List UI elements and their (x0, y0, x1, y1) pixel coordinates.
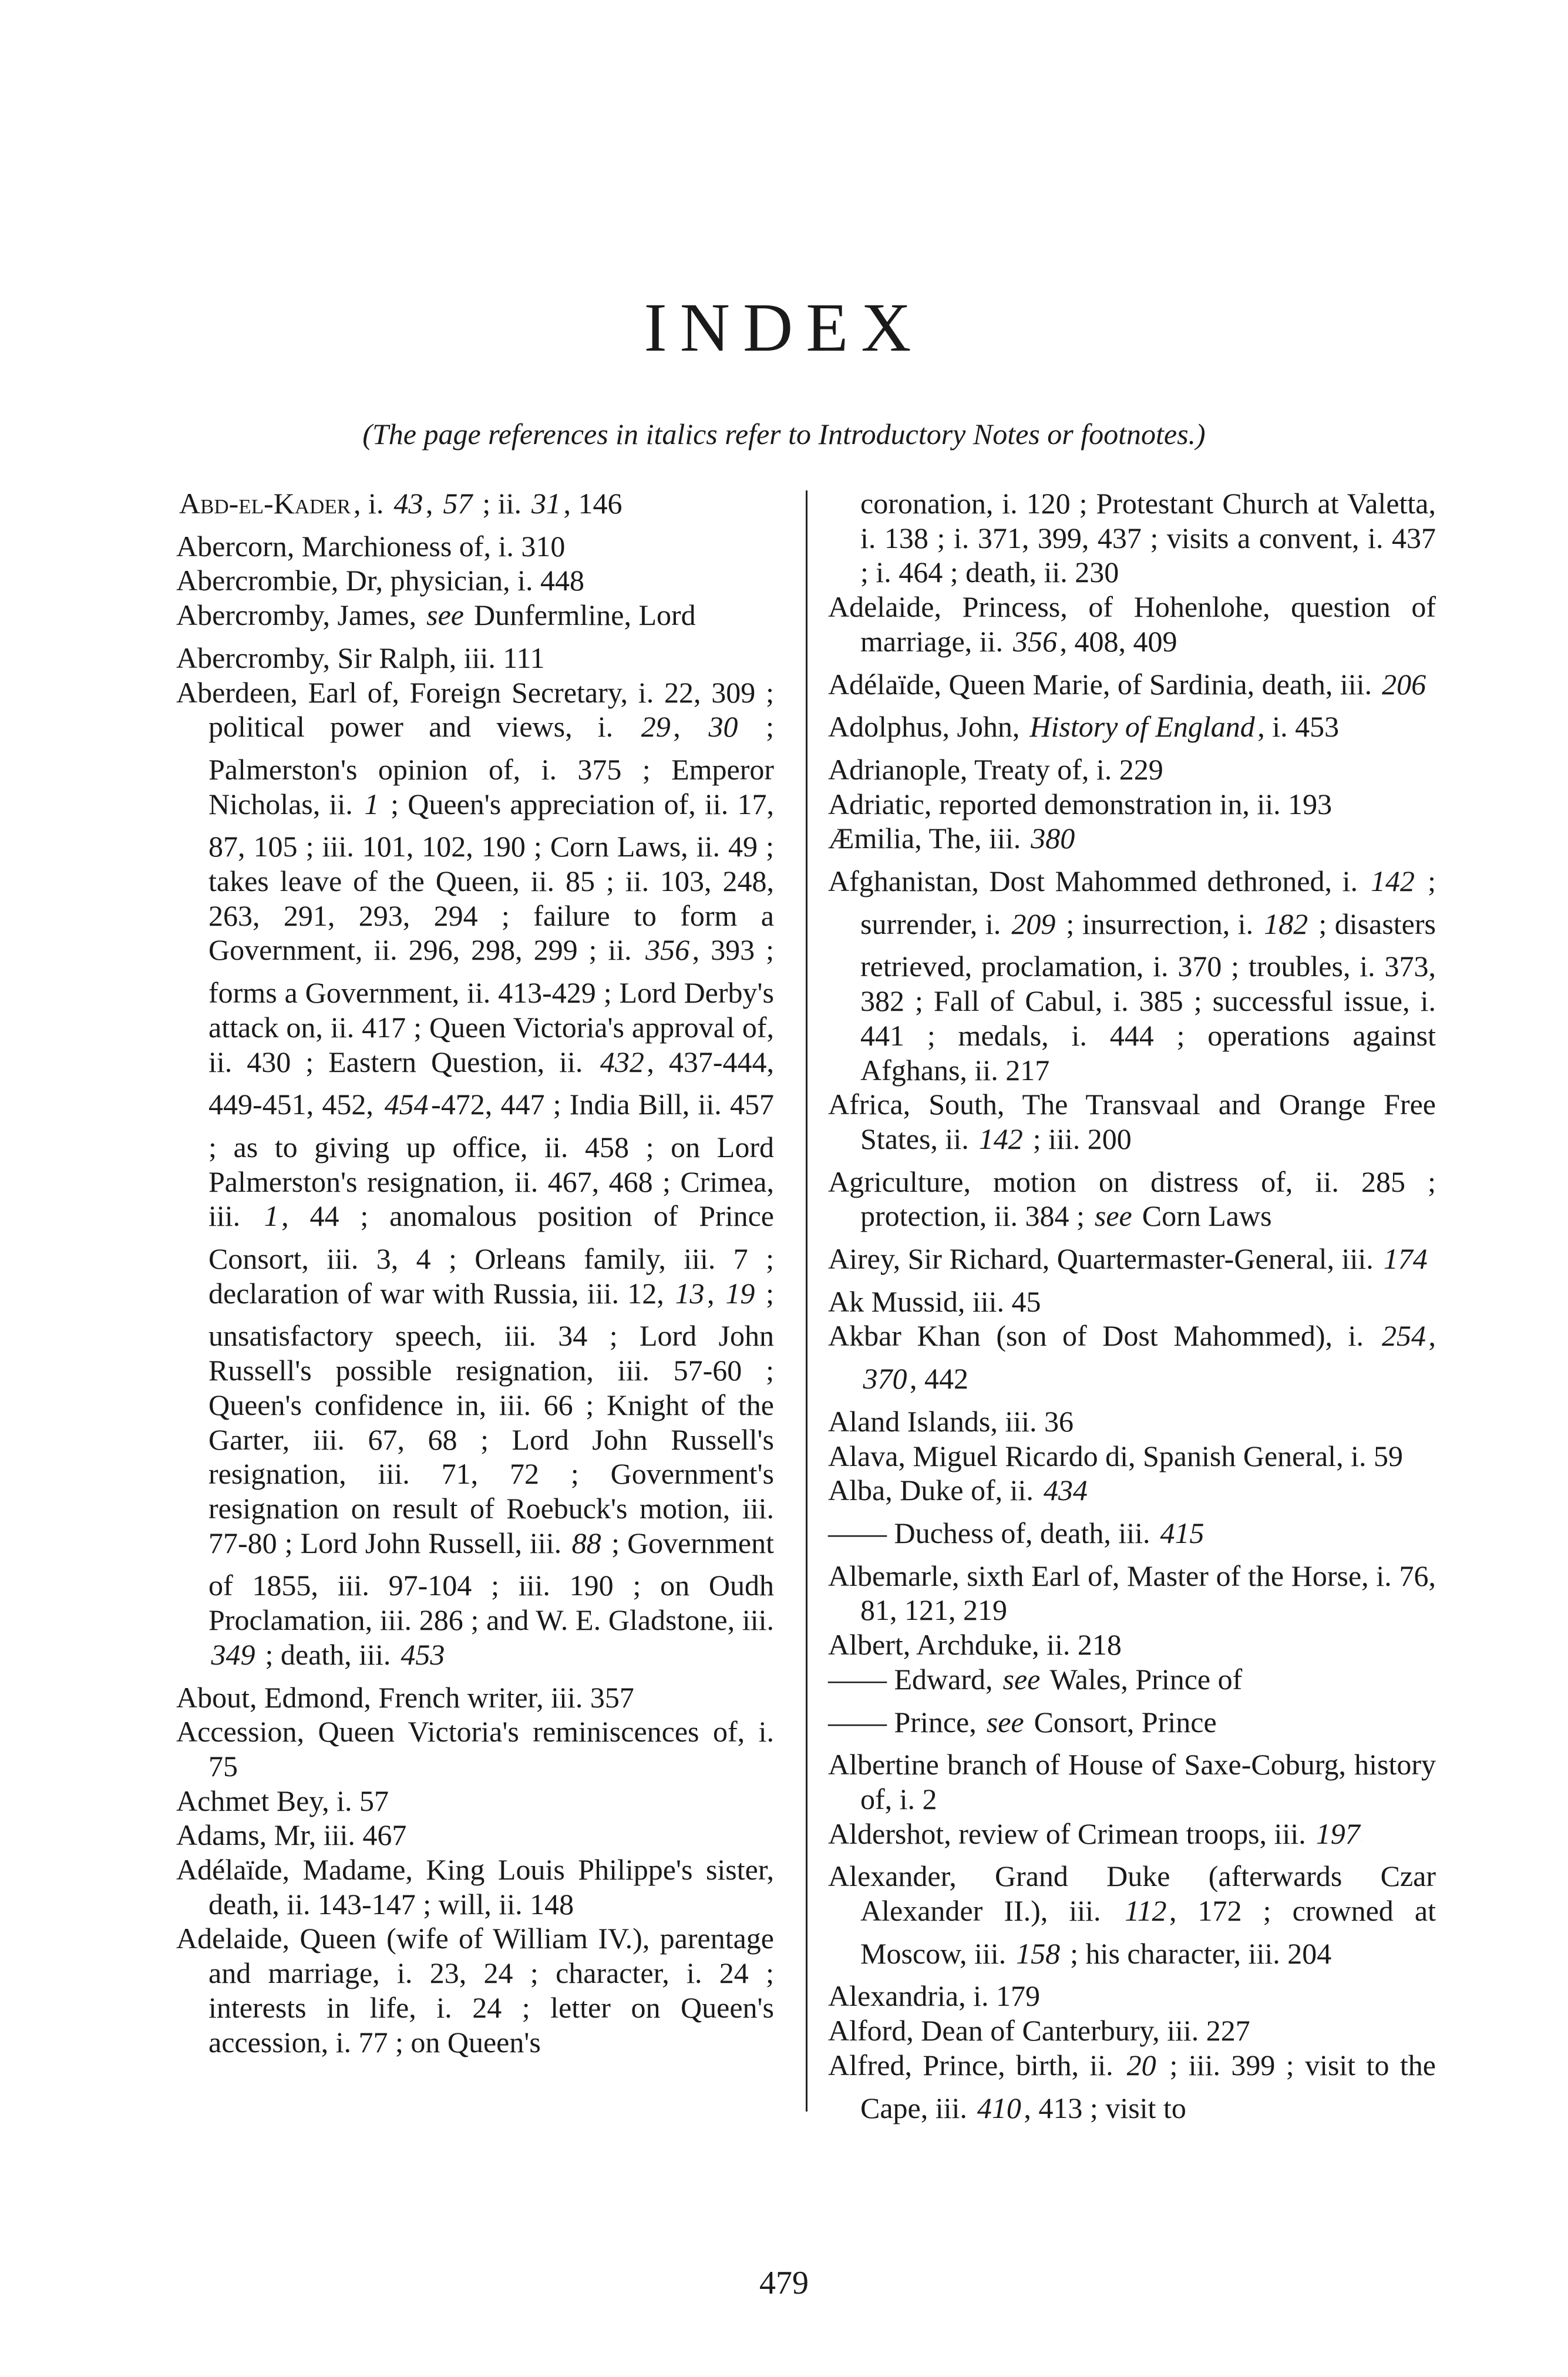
italic-reference: see (1094, 1199, 1132, 1233)
format-marker: * (601, 1548, 604, 1554)
italic-reference: 254 (1382, 1319, 1426, 1353)
format-marker: * (261, 1221, 264, 1228)
index-entry: Alexander, Grand Duke (afterwards Czar Alexander II.), iii. *112*, 172 ; crowned at Moscow, iii. *158* ; his character, iii. 204 (828, 1860, 1436, 1970)
italic-reference: 410 (977, 2091, 1021, 2124)
format-marker: * (1122, 1916, 1125, 1922)
format-marker: * (1132, 1221, 1135, 1228)
format-marker: * (529, 509, 532, 515)
format-marker: * (1166, 1916, 1169, 1922)
index-entry: Agriculture, motion on distress of, ii. 285 ; protection, ii. 384 ; *see* Corn Laws (828, 1165, 1436, 1233)
format-marker: * (1027, 732, 1030, 738)
italic-reference: 1 (264, 1199, 279, 1233)
format-marker: * (670, 732, 674, 738)
format-marker: * (382, 1110, 385, 1116)
index-entry: Abercromby, James, *see* Dunfermline, Lord (176, 599, 696, 632)
italic-reference: 209 (1011, 907, 1056, 940)
index-entry: Albert, Archduke, ii. 218 (828, 1628, 1122, 1662)
italic-reference: 57 (443, 487, 473, 520)
italic-reference: 20 (1126, 2048, 1156, 2082)
format-marker: * (278, 1221, 282, 1228)
format-marker: * (638, 732, 641, 738)
index-entry: Alfred, Prince, birth, ii. *20* ; iii. 399 ; visit to the Cape, iii. *410*, 413 ; visit to (828, 2048, 1436, 2124)
format-marker: ~ (176, 509, 179, 515)
format-marker: * (428, 1110, 432, 1116)
headword-small-caps: Abd-el-Kader (179, 487, 351, 520)
format-marker: * (1427, 1264, 1431, 1270)
index-entry: Alexandria, i. 179 (828, 1979, 1041, 2013)
italic-reference: 356 (1012, 624, 1057, 658)
italic-reference: 349 (211, 1638, 255, 1671)
format-marker: ~ (351, 509, 354, 515)
index-entry: Adélaïde, Queen Marie, of Sardinia, death, iii. *206* (828, 667, 1429, 701)
index-entry: Adelaide, Queen (wife of William IV.), parentage and marriage, i. 23, 24 ; character, i. 24 ; interests in life, i. 24 ; letter on Queen's accession, i. 77 ; on Queen's (176, 1922, 774, 2059)
format-marker: * (445, 1659, 447, 1666)
format-marker: * (1204, 1538, 1207, 1544)
italic-reference: 1 (364, 787, 379, 821)
index-entry: Adrianople, Treaty of, i. 229 (828, 752, 1163, 786)
format-marker: * (379, 809, 382, 815)
italic-reference: 453 (401, 1638, 445, 1671)
format-marker: * (722, 1298, 726, 1305)
index-entry: About, Edmond, French writer, iii. 357 (176, 1680, 634, 1714)
italic-reference: 182 (1264, 907, 1308, 940)
index-entry: Abercorn, Marchioness of, i. 310 (176, 529, 566, 563)
index-entry: Africa, South, The Transvaal and Orange Free States, ii. *142* ; iii. 200 (828, 1088, 1436, 1155)
format-marker: * (255, 1659, 258, 1666)
index-entry: Adams, Mr, iii. 467 (176, 1818, 407, 1852)
italic-reference: 454 (384, 1088, 429, 1121)
format-marker: * (1158, 1538, 1160, 1544)
italic-reference: see (986, 1705, 1024, 1739)
format-marker: * (1368, 886, 1371, 893)
italic-reference: 13 (675, 1276, 705, 1310)
index-entry: Albertine branch of House of Saxe-Coburg, history of, i. 2 (828, 1748, 1436, 1815)
column-divider (806, 490, 807, 2112)
index-entry: Alba, Duke of, ii. *434* (828, 1474, 1091, 1507)
italic-reference: see (1002, 1662, 1041, 1696)
format-marker: * (1021, 2113, 1024, 2119)
index-entry: Achmet Bey, i. 57 (176, 1784, 389, 1817)
format-marker: * (1024, 1727, 1027, 1733)
italic-reference: 206 (1382, 667, 1426, 701)
format-marker: * (704, 1298, 708, 1305)
format-marker: * (561, 509, 564, 515)
italic-reference: see (426, 599, 464, 632)
format-marker: * (738, 732, 741, 738)
italic-reference: 88 (571, 1526, 601, 1559)
format-marker: * (1261, 929, 1264, 935)
format-marker: * (1040, 1684, 1043, 1690)
format-marker: * (423, 509, 426, 515)
italic-reference: 30 (708, 710, 738, 744)
format-marker: * (689, 955, 692, 961)
format-marker: * (1010, 646, 1013, 653)
format-marker: * (1092, 1221, 1095, 1228)
format-marker: * (860, 1384, 863, 1390)
format-marker: * (361, 809, 365, 815)
italic-reference: 142 (978, 1122, 1023, 1155)
format-marker: * (1013, 1958, 1017, 1965)
format-marker: * (1308, 929, 1311, 935)
format-marker: * (391, 509, 394, 515)
index-entry: Afghanistan, Dost Mahommed dethroned, i. *142* ; surrender, i. *209* ; insurrection, i. *182* ; disasters retrieved, proclamation, i. 370 ; troubles, i. 373, 382 ; Fall of Cabul, i. 385 ; successful issue, i. 441 ; medals, i. 444 ; operations against Afghans, ii. 217 (828, 865, 1436, 1087)
index-entry: Adelaide, Princess, of Hohenlohe, question of marriage, ii. *356*, 408, 409 (828, 590, 1436, 658)
format-marker: * (1124, 2070, 1127, 2076)
index-column-right (828, 486, 1436, 2133)
format-marker: * (208, 1659, 211, 1666)
index-entry: Ak Mussid, iii. 45 (828, 1285, 1041, 1318)
italic-reference: 19 (725, 1276, 755, 1310)
format-marker: * (705, 732, 709, 738)
format-marker: * (423, 620, 427, 627)
index-entry: Alava, Miguel Ricardo di, Spanish General, i. 59 (828, 1439, 1403, 1472)
format-marker: * (1381, 1264, 1384, 1270)
index-entry: Æmilia, The, iii. *380* (828, 822, 1078, 855)
italic-reference: 380 (1031, 822, 1075, 855)
format-marker: * (1060, 1958, 1063, 1965)
format-marker: * (1379, 689, 1382, 695)
index-entry-continuation: coronation, i. 120 ; Protestant Church at Valetta, i. 138 ; i. 371, 399, 437 ; visits a convent, i. 437 ; i. 464 ; death, ii. 230 (860, 487, 1436, 589)
format-marker: * (1360, 1838, 1363, 1845)
format-marker: * (1022, 1144, 1026, 1150)
format-marker: * (597, 1067, 600, 1073)
italic-reference: 142 (1371, 865, 1415, 898)
index-entry: Adélaïde, Madame, King Louis Philippe's sister, death, ii. 143-147 ; will, ii. 148 (176, 1853, 774, 1921)
format-marker: * (1426, 1341, 1429, 1347)
index-entry: Aland Islands, iii. 36 (828, 1404, 1074, 1438)
page-number: 479 (759, 2265, 809, 2301)
italic-reference: 174 (1383, 1242, 1428, 1276)
format-marker: * (463, 620, 467, 627)
format-marker: * (1008, 929, 1012, 935)
italic-reference: History of England (1029, 710, 1255, 744)
italic-reference: 29 (641, 710, 671, 744)
index-entry: Abercromby, Sir Ralph, iii. 111 (176, 641, 545, 674)
index-entry: Aldershot, review of Crimean troops, iii. *197* (828, 1817, 1363, 1850)
italic-reference: 112 (1125, 1894, 1167, 1928)
index-entry: Accession, Queen Victoria's reminiscences of, i. 75 (176, 1715, 774, 1783)
format-marker: * (1156, 2070, 1159, 2076)
italic-reference: 43 (393, 487, 423, 520)
format-marker: * (398, 1659, 401, 1666)
page-title: INDEX (644, 289, 924, 366)
format-marker: * (907, 1384, 910, 1390)
index-entry: Airey, Sir Richard, Quartermaster-General, iii. *174* (828, 1242, 1431, 1276)
index-entry: Akbar Khan (son of Dost Mahommed), i. *254*, *370*, 442 (828, 1319, 1436, 1396)
format-marker: * (569, 1548, 572, 1554)
format-marker: * (472, 509, 475, 515)
format-marker: * (1415, 886, 1418, 893)
italic-reference: 197 (1315, 1817, 1360, 1850)
format-marker: * (1028, 843, 1031, 850)
format-marker: * (1313, 1838, 1316, 1845)
format-marker: * (1055, 929, 1058, 935)
index-entry: Alford, Dean of Canterbury, iii. 227 (828, 2014, 1250, 2047)
italic-reference: 158 (1016, 1936, 1061, 1970)
index-entry: Abercrombie, Dr, physician, i. 448 (176, 564, 585, 597)
format-marker: * (1379, 1341, 1382, 1347)
format-marker: * (672, 1298, 675, 1305)
index-entry: Adriatic, reported demonstration in, ii. 193 (828, 787, 1333, 821)
format-marker: * (644, 1067, 647, 1073)
format-marker: * (755, 1298, 758, 1305)
format-marker: * (642, 955, 646, 961)
index-entry: Aberdeen, Earl of, Foreign Secretary, i. 22, 309 ; political power and views, i. *29*, *30* ; Palmerston's opinion of, i. 375 ; Emperor Nicholas, ii. *1* ; Queen's appreciation of, ii. 17, 87, 105 ; iii. 101, 102, 190 ; Corn Laws, ii. 49 ; takes leave of the Queen, ii. 85 ; ii. 103, 248, 263, 291, 293, 294 ; failure to form a Government, ii. 296, 298, 299 ; ii. *356*, 393 ; forms a Government, ii. 413-429 ; Lord Derby's attack on, ii. 417 ; Queen Victoria's approval of, ii. 430 ; Eastern Question, ii. *432*, 437-444, 449-451, 452, *454*-472, 447 ; India Bill, ii. 457 ; as to giving up office, ii. 458 ; on Lord Palmerston's resignation, ii. 467, 468 ; Crimea, iii. *1*, 44 ; anomalous position of Prince Consort, iii. 3, 4 ; Orleans family, iii. 7 ; declaration of war with Russia, iii. 12, *13*, *19* ; unsatisfactory speech, iii. 34 ; Lord John Russell's possible resignation, iii. 57-60 ; Queen's confidence in, iii. 66 ; Knight of the Garter, iii. 67, 68 ; Lord John Russell's resignation, iii. 71, 72 ; Government's resignation on result of Roebuck's motion, iii. 77-80 ; Lord John Russell, iii. *88* ; Government of 1855, iii. 97-104 ; iii. 190 ; on Oudh Proclamation, iii. 286 ; and W. E. Gladstone, iii. *349* ; death, iii. *453* (176, 675, 774, 1671)
index-entry: —— Duchess of, death, iii. *415* (828, 1516, 1207, 1549)
format-marker: * (1426, 689, 1429, 695)
index-entry: —— Edward, *see* Wales, Prince of (828, 1662, 1243, 1696)
format-marker: * (1041, 1495, 1044, 1502)
index-entry: Adolphus, John, *History of England*, i. 453 (828, 710, 1340, 744)
italic-reference: 432 (600, 1045, 644, 1078)
format-marker: * (1254, 732, 1258, 738)
index-entry: Albemarle, sixth Earl of, Master of the Horse, i. 76, 81, 121, 219 (828, 1559, 1436, 1627)
format-marker: * (1000, 1684, 1003, 1690)
index-entry: —— Prince, *see* Consort, Prince (828, 1705, 1217, 1739)
italic-reference: 370 (863, 1362, 907, 1396)
format-marker: * (1087, 1495, 1091, 1502)
format-marker: * (984, 1727, 987, 1733)
format-marker: * (974, 2113, 977, 2119)
italic-reference: 415 (1160, 1516, 1204, 1549)
format-marker: * (976, 1144, 979, 1150)
italic-reference: 31 (531, 487, 561, 520)
italic-reference: 434 (1043, 1474, 1088, 1507)
index-column-left (176, 486, 774, 2059)
italic-reference: 356 (645, 933, 690, 967)
index-entry: ~Abd-el-Kader~, i. *43*, *57* ; ii. *31*, 146 (176, 487, 623, 520)
format-marker: * (440, 509, 443, 515)
format-marker: * (1075, 843, 1078, 850)
format-marker: * (1056, 646, 1060, 653)
index-note: (The page references in italics refer to Introductory Notes or footnotes.) (362, 418, 1206, 450)
